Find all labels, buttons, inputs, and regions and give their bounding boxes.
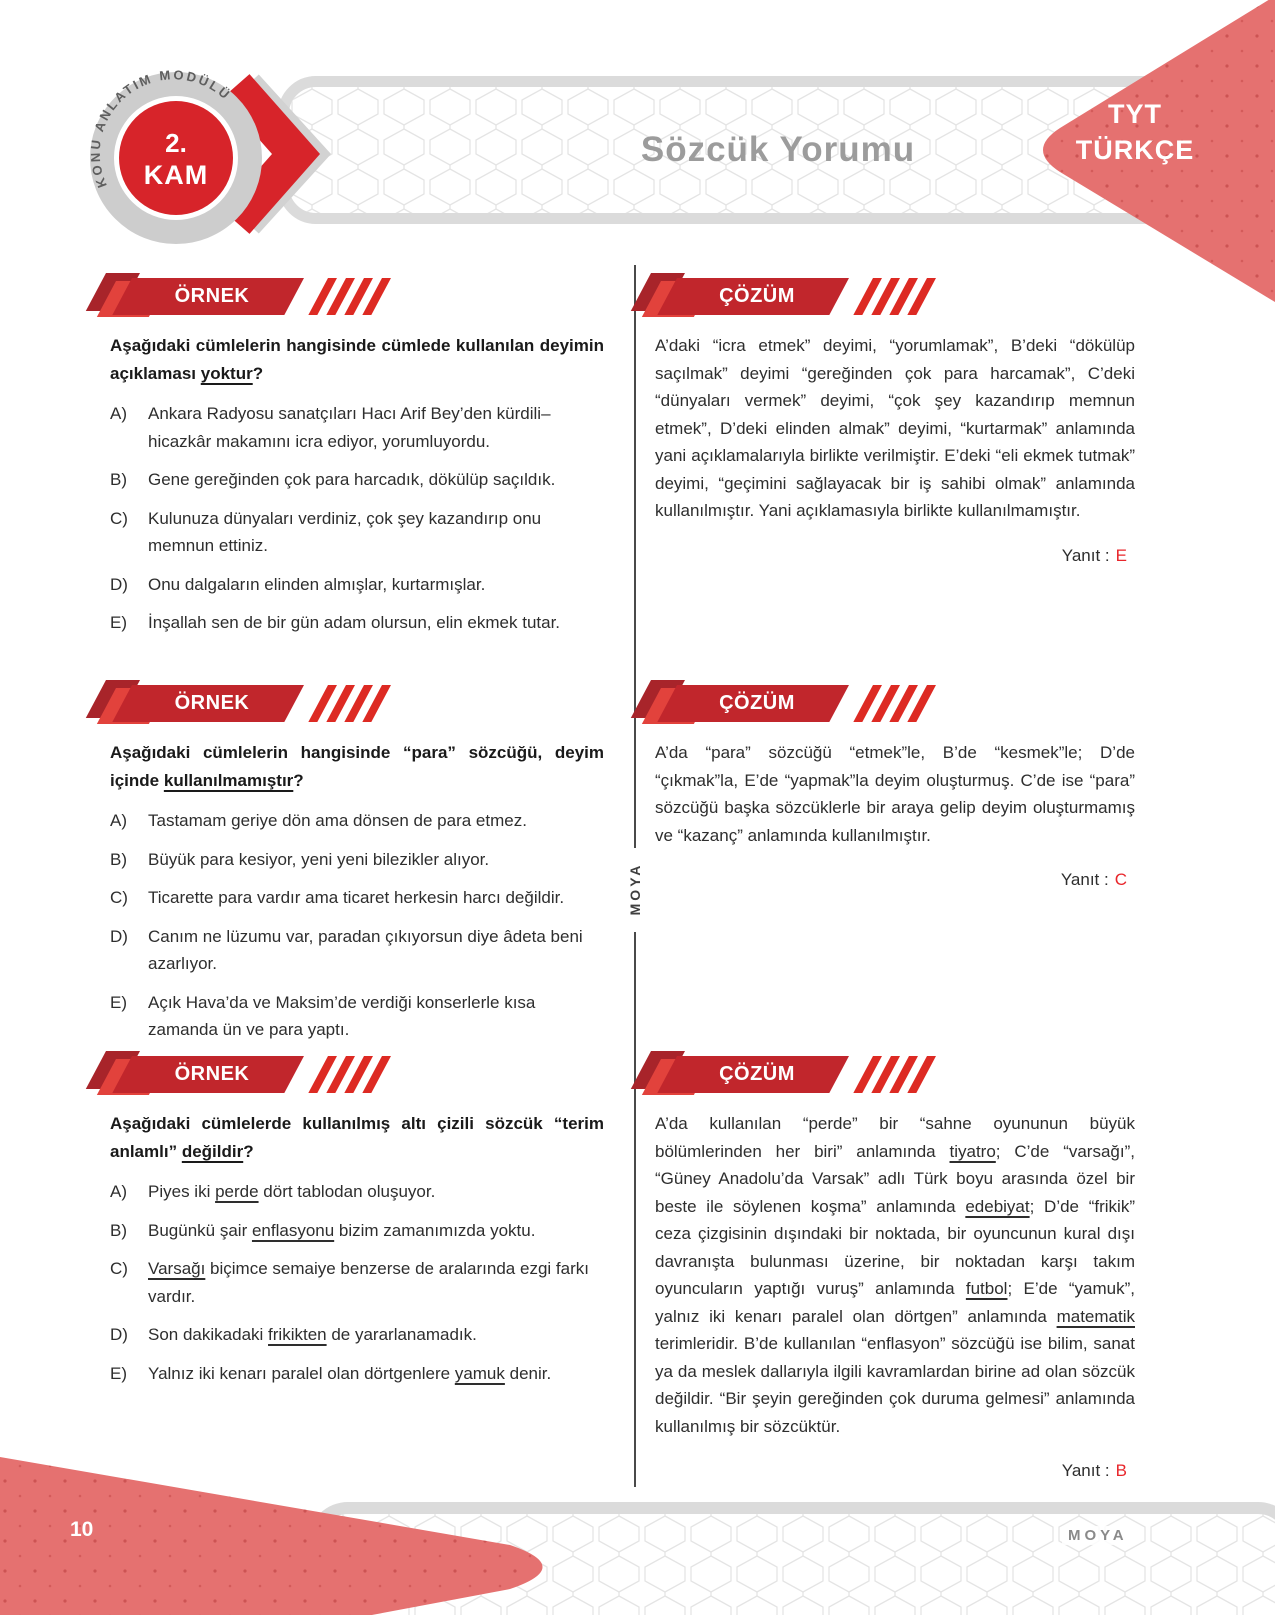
option-text: Gene gereğinden çok para harcadık, dökülüp saçıldık. [148,470,556,490]
option-row [110,989,604,1044]
course-label-line1: TYT [1108,99,1162,129]
option-letter: A) [110,811,127,831]
page-number: 10 [70,1518,94,1541]
badge-ring-text: KONU ANLATIM MODÜLÜ [87,67,235,190]
option-row [110,846,604,874]
option-row [110,1178,604,1206]
option-row [110,884,604,912]
option-letter: D) [110,574,128,594]
option-row [110,505,604,560]
question-text: Aşağıdaki cümlelerde kullanılmış altı çizili sözcük “terim anlamlı” değildir? [110,1114,604,1161]
option-text: Bugünkü şair enflasyonu bizim zamanımızda yoktu. [148,1220,536,1240]
option-text: Piyes iki perde dört tablodan oluşuyor. [148,1182,436,1202]
option-letter: D) [110,1325,128,1345]
answer-line [655,866,1135,894]
ornek-banner [110,278,604,315]
option-letter: E) [110,992,127,1012]
page-title: Sözcük Yorumu [640,130,916,169]
option-row [110,571,604,599]
option-text: Ankara Radyosu sanatçıları Hacı Arif Bey’den kürdili–hicazkâr makamını icra ediyor, yorumluyordu. [148,404,551,451]
option-letter: A) [110,1182,127,1202]
badge-circle [119,101,233,215]
option-row [110,1217,604,1245]
answer-prefix: Yanıt : [1060,870,1109,890]
course-label-line2: TÜRKÇE [1075,135,1195,165]
option-row [110,807,604,835]
badge-acronym: KAM [143,160,209,190]
question-text: Aşağıdaki cümlelerin hangisinde “para” sözcüğü, deyim içinde kullanılmamıştır? [110,743,605,790]
option-text: Canım ne lüzumu var, paradan çıkıyorsun diye âdeta beni azarlıyor. [148,926,583,974]
ornek-banner [110,1056,604,1093]
option-text: İnşallah sen de bir gün adam olursun, elin ekmek tutar. [148,613,561,633]
option-text: Son dakikadaki frikikten de yararlanamadık. [148,1325,477,1345]
cozum-banner [655,278,1135,315]
example-block-2 [110,685,604,1055]
option-text: Kulunuza dünyaları verdiniz, çok şey kazandırıp onu memnun ettiniz. [148,508,542,556]
option-letter: A) [110,404,127,424]
example-block-1 [110,278,604,648]
question-text: Aşağıdaki cümlelerin hangisinde cümlede kullanılan deyimin açıklaması yoktur? [110,336,604,383]
answer-line [655,1457,1135,1485]
column-divider-bottom [634,932,636,1487]
solution-block-3 [655,1056,1135,1485]
option-row [110,1321,604,1349]
option-letter: C) [110,508,128,528]
option-text: Ticarette para vardır ama ticaret herkesin harcı değildir. [148,888,565,908]
column-divider-top [634,265,636,848]
course-label [1040,96,1230,168]
cozum-label: ÇÖZÜM [719,285,795,308]
ornek-label: ÖRNEK [174,1063,250,1086]
answer-letter: C [1114,870,1127,890]
ornek-label: ÖRNEK [174,285,250,308]
option-row [110,466,604,494]
option-text: Tastamam geriye dön ama dönsen de para etmez. [148,811,527,831]
cozum-label: ÇÖZÜM [719,692,795,715]
option-letter: C) [110,1259,128,1279]
cozum-label: ÇÖZÜM [719,1063,795,1086]
option-row [110,1255,604,1310]
option-text: Varsağı biçimce semaiye benzerse de aralarında ezgi farkı vardır. [148,1259,589,1306]
option-text: Yalnız iki kenarı paralel olan dörtgenlere yamuk denir. [148,1363,552,1383]
ornek-label: ÖRNEK [174,692,250,715]
option-row [110,400,604,455]
badge-number: 2. [165,128,187,158]
solution-block-2 [655,685,1135,894]
answer-line [655,542,1135,570]
option-text: Büyük para kesiyor, yeni yeni bilezikler alıyor. [148,849,490,869]
answer-prefix: Yanıt : [1061,1461,1110,1481]
answer-letter: B [1115,1461,1127,1481]
option-letter: B) [110,849,127,869]
footer-brand: MOYA [1062,1526,1134,1545]
option-text: Onu dalgaların elinden almışlar, kurtarmışlar. [148,574,486,594]
option-letter: B) [110,470,127,490]
solution-block-1 [655,278,1135,569]
option-row [110,609,604,637]
option-letter: E) [110,613,127,633]
answer-prefix: Yanıt : [1061,545,1110,565]
solution-text: A’daki “icra etmek” deyimi, “yorumlamak”, B’deki “dökülüp saçılmak” deyimi “gereğinden çok para harcamak”, C’deki “dünyaları vermek” deyimi, “çok şey kazandırıp memnun etmek”, D’deki elinden almak” deyimi, “kurtarmak” anlamında yani açıklamalarıyla birlikte verilmiştir. E’deki “eli ekmek tutmak” deyimi, “geçimini sağlayacak bir iş sahibi olmak” anlamında kullanılmıştır. Yani açıklamasıyla birlikte kullanılmamıştır. [655,336,1135,521]
solution-text: A’da “para” sözcüğü “etmek”le, B’de “kesmek”le; D’de “çıkmak”la, E’de “yapmak”la deyim oluşturmuş. C’de ise “para” sözcüğü başka sözcüklerle bir araya gelip deyim oluşturmamış ve “kazanç” anlamında kullanılmıştır. [655,743,1135,845]
solution-text: A’da kullanılan “perde” bir “sahne oyununun büyük bölümlerinden her biri” anlamında tiyatro; C’de “varsağı”, “Güney Anadolu’da Varsak” adlı Türk boyu arasında özel bir beste ile söylenen koşma” anlamında edebiyat; D’de “frikik” ceza çizgisinin dışındaki bir noktada, bir oyuncunun kural dışı davranışta bulunması üzerine, bir noktadan karşı takım oyuncuların yaptığı vuruş” anlamında futbol; E’de “yamuk”, yalnız iki kenarı paralel olan dörtgen” anlamında matematik terimleridir. B’de kullanılan “enflasyon” sözcüğü ise bilim, sanat ya da meslek dallarıyla ilgili kavramlardan birine ad olan sözcük değildir. “Bir şeyin gereğinden çok duruma gelmesi” anlamında kullanılmış bir sözcüktür. [655,1114,1135,1436]
option-letter: C) [110,888,128,908]
option-letter: D) [110,926,128,946]
example-block-3 [110,1056,604,1398]
cozum-banner [655,685,1135,722]
divider-watermark: MOYA [627,862,643,916]
module-badge [56,38,296,283]
ornek-banner [110,685,604,722]
option-letter: B) [110,1220,127,1240]
option-text: Açık Hava’da ve Maksim’de verdiği konserlerle kısa zamanda ün ve para yaptı. [148,992,536,1040]
cozum-banner [655,1056,1135,1093]
option-row [110,923,604,978]
answer-letter: E [1115,545,1127,565]
option-letter: E) [110,1363,127,1383]
option-row [110,1360,604,1388]
